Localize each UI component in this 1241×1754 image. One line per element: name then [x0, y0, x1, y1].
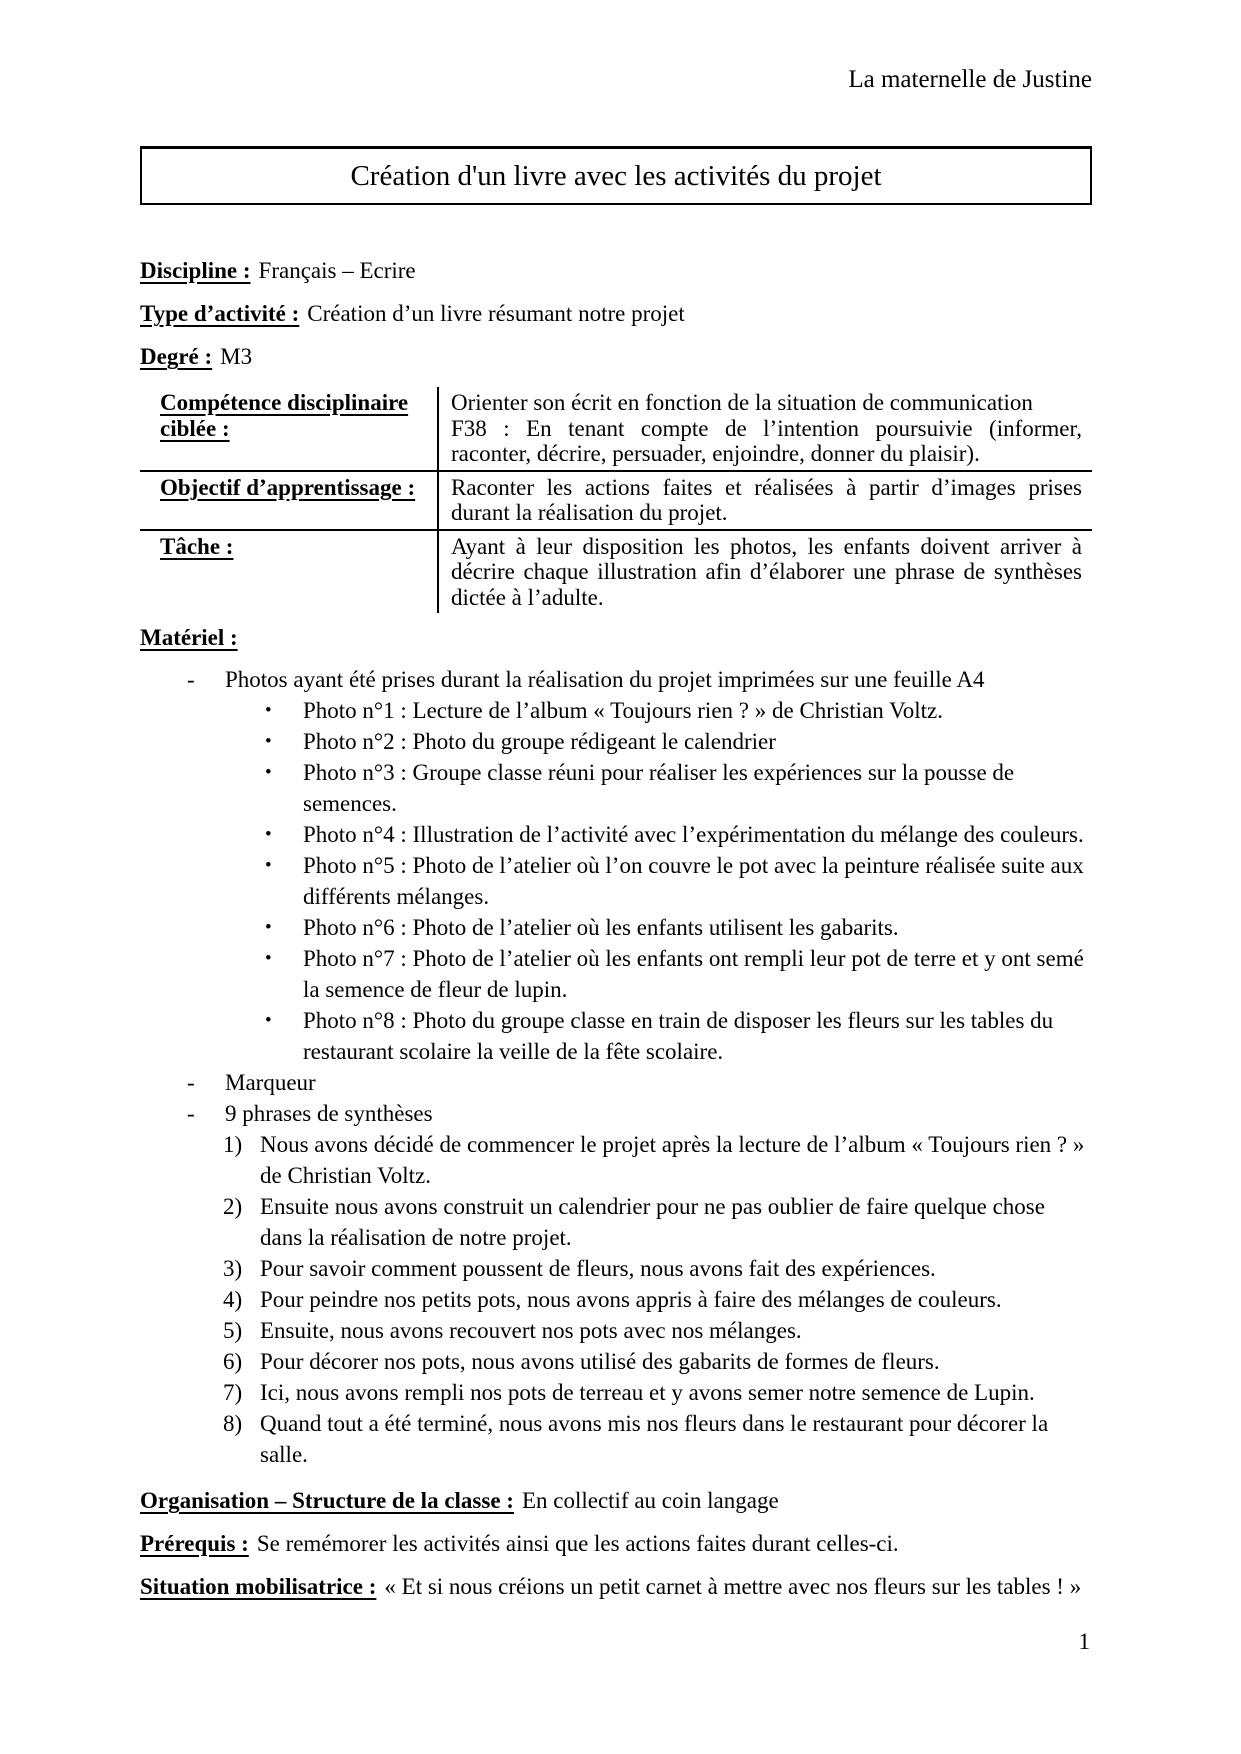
list-item-photo-1 [140, 695, 1092, 726]
bullet-marker: • [265, 731, 272, 752]
list-item-photos [140, 664, 1092, 695]
list-item-photo-4-text: Photo n°4 : Illustration de l’activité avec l’expérimentation du mélange des couleurs. [303, 822, 1084, 847]
list-item-photo-7 [140, 943, 1092, 1005]
list-item-photo-3 [140, 757, 1092, 819]
field-organisation-label: Organisation – Structure de la classe : [140, 1488, 514, 1513]
number-marker: 4) [223, 1287, 243, 1312]
list-item-marqueur [140, 1067, 1092, 1098]
list-item-photo-6-text: Photo n°6 : Photo de l’atelier où les enfants utilisent les gabarits. [303, 915, 899, 940]
list-item-photo-8 [140, 1005, 1092, 1067]
phrase-item-6 [140, 1346, 1092, 1377]
document-header [140, 65, 1092, 95]
bullet-marker: • [265, 700, 272, 721]
field-situation-mobilisatrice-label: Situation mobilisatrice : [140, 1574, 377, 1599]
field-discipline-label: Discipline : [140, 258, 251, 283]
phrase-item-3-text: Pour savoir comment poussent de fleurs, nous avons fait des expériences. [260, 1256, 936, 1281]
phrase-item-7-text: Ici, nous avons rempli nos pots de terreau et y avons semer notre semence de Lupin. [260, 1380, 1035, 1405]
field-degre [140, 341, 1092, 373]
field-type-activite-label: Type d’activité : [140, 301, 300, 326]
table-row-competence [140, 387, 1092, 471]
bullet-marker: • [265, 948, 272, 969]
bullet-marker: • [265, 917, 272, 938]
field-organisation [140, 1485, 1092, 1517]
phrase-item-5-text: Ensuite, nous avons recouvert nos pots avec nos mélanges. [260, 1318, 802, 1343]
phrase-item-7 [140, 1377, 1092, 1408]
page-title: Création d'un livre avec les activités du projet [350, 160, 882, 192]
field-prerequis-label: Prérequis : [140, 1531, 249, 1556]
dash-marker: - [187, 667, 195, 692]
table-row-tache-text: Ayant à leur disposition les photos, les enfants doivent arriver à décrire chaque illustration afin d’élaborer une phrase de synthèses dictée à l’adulte. [451, 533, 1082, 610]
table-content-cell [438, 471, 1092, 530]
number-marker: 5) [223, 1318, 243, 1343]
list-item-marqueur-text: Marqueur [225, 1070, 316, 1095]
table-label-cell [140, 387, 438, 471]
number-marker: 3) [223, 1256, 243, 1281]
bullet-marker: • [265, 824, 272, 845]
dash-marker: - [187, 1070, 195, 1095]
materiel-heading-label: Matériel : [140, 625, 238, 650]
field-discipline [140, 255, 1092, 287]
table-label-cell [140, 471, 438, 530]
phrase-item-6-text: Pour décorer nos pots, nous avons utilisé des gabarits de formes de fleurs. [260, 1349, 940, 1374]
number-marker: 2) [223, 1194, 243, 1219]
number-marker: 1) [223, 1132, 243, 1157]
table-content-cell [438, 387, 1092, 471]
phrase-item-1-text: Nous avons décidé de commencer le projet après la lecture de l’album « Toujours rien ? » de Christian Voltz. [260, 1132, 1085, 1188]
field-type-activite-value: Création d’un livre résumant notre projet [307, 301, 685, 326]
field-degre-value: M3 [220, 344, 253, 369]
list-item-photo-6 [140, 912, 1092, 943]
field-discipline-value: Français – Ecrire [258, 258, 416, 283]
field-type-activite [140, 298, 1092, 330]
field-degre-label: Degré : [140, 344, 213, 369]
table-row-objectif-label: Objectif d’apprentissage : [160, 474, 416, 500]
field-prerequis [140, 1528, 1092, 1560]
top-fields [140, 255, 1092, 373]
list-item-phrases-text: 9 phrases de synthèses [225, 1101, 433, 1126]
list-item-photo-4 [140, 819, 1092, 850]
list-item-photo-3-text: Photo n°3 : Groupe classe réuni pour réaliser les expériences sur la pousse de semences. [303, 760, 1015, 816]
phrase-item-5 [140, 1315, 1092, 1346]
bullet-marker: • [265, 855, 272, 876]
materiel-heading [140, 622, 1092, 654]
list-item-photo-5-text: Photo n°5 : Photo de l’atelier où l’on couvre le pot avec la peinture réalisée suite aux différents mélanges. [303, 853, 1084, 909]
phrase-item-1 [140, 1129, 1092, 1191]
list-item-photo-5 [140, 850, 1092, 912]
table-row-competence-text-1: Orienter son écrit en fonction de la situation de communication [451, 390, 1033, 415]
list-item-photo-2 [140, 726, 1092, 757]
number-marker: 6) [223, 1349, 243, 1374]
list-item-photo-7-text: Photo n°7 : Photo de l’atelier où les enfants ont rempli leur pot de terre et y ont semé la semence de fleur de lupin. [303, 946, 1084, 1002]
page-number: 1 [1078, 1629, 1090, 1654]
bottom-fields [140, 1485, 1092, 1603]
table-row-objectif [140, 471, 1092, 530]
table-row-tache [140, 530, 1092, 614]
table-row-objectif-text: Raconter les actions faites et réalisées à partir d’images prises durant la réalisation du projet. [451, 474, 1082, 525]
header-text: La maternelle de Justine [848, 66, 1092, 93]
bullet-marker: • [265, 762, 272, 783]
table-row-tache-label: Tâche : [160, 533, 234, 559]
list-item-photos-text: Photos ayant été prises durant la réalisation du projet imprimées sur une feuille A4 [225, 667, 985, 692]
list-item-photo-8-text: Photo n°8 : Photo du groupe classe en train de disposer les fleurs sur les tables du restaurant scolaire la veille de la fête scolaire. [303, 1008, 1054, 1064]
table-row-competence-text-2: F38 : En tenant compte de l’intention poursuivie (informer, raconter, décrire, persuader, enjoindre, donner du plaisir). [451, 415, 1082, 466]
title-box [140, 146, 1092, 205]
phrase-item-2 [140, 1191, 1092, 1253]
table-label-cell [140, 530, 438, 614]
phrase-item-8-text: Quand tout a été terminé, nous avons mis nos fleurs dans le restaurant pour décorer la salle. [260, 1411, 1049, 1467]
number-marker: 8) [223, 1411, 243, 1436]
list-item-photo-2-text: Photo n°2 : Photo du groupe rédigeant le calendrier [303, 729, 776, 754]
field-situation-mobilisatrice [140, 1571, 1092, 1603]
bullet-marker: • [265, 1010, 272, 1031]
phrase-item-4 [140, 1284, 1092, 1315]
table-row-competence-label: Compétence disciplinaire ciblée : [160, 390, 409, 441]
phrase-item-8 [140, 1408, 1092, 1470]
field-prerequis-value: Se remémorer les activités ainsi que les actions faites durant celles-ci. [256, 1531, 899, 1556]
table-content-cell [438, 530, 1092, 614]
list-item-phrases [140, 1098, 1092, 1129]
list-item-photo-1-text: Photo n°1 : Lecture de l’album « Toujours rien ? » de Christian Voltz. [303, 698, 943, 723]
field-situation-mobilisatrice-value: « Et si nous créions un petit carnet à mettre avec nos fleurs sur les tables ! » [384, 1574, 1082, 1599]
field-organisation-value: En collectif au coin langage [521, 1488, 779, 1513]
phrase-item-3 [140, 1253, 1092, 1284]
number-marker: 7) [223, 1380, 243, 1405]
dash-marker: - [187, 1101, 195, 1126]
phrase-item-2-text: Ensuite nous avons construit un calendrier pour ne pas oublier de faire quelque chose dans la réalisation de notre projet. [260, 1194, 1045, 1250]
materiel-list [140, 664, 1092, 1470]
phrase-item-4-text: Pour peindre nos petits pots, nous avons appris à faire des mélanges de couleurs. [260, 1287, 1002, 1312]
competence-table [140, 387, 1092, 613]
